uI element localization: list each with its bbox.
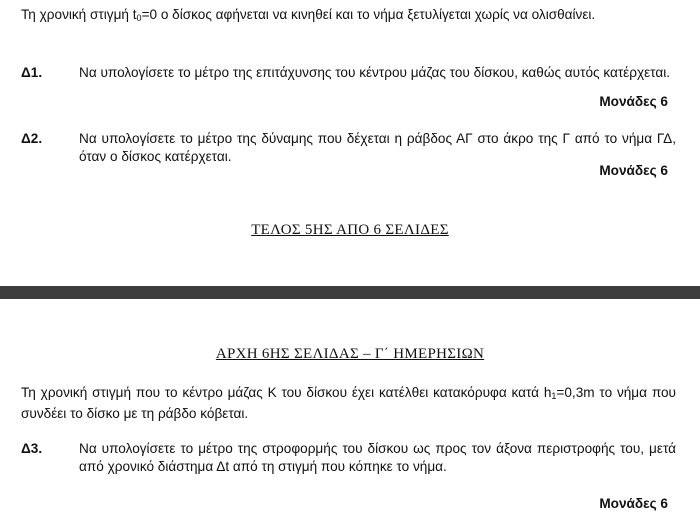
question-text: Να υπολογίσετε το μέτρο της δύναμης που δέχεται η ράβδος ΑΓ στο άκρο της Γ από το νήμα ΓΔ, όταν ο δίσκος κατέρχεται. xyxy=(79,131,676,164)
marks-label: Μονάδες 6 xyxy=(599,163,668,178)
intro-text-end: =0,3m το νήμα που συνδέει το δίσκο με τη ράβδο κόβεται. xyxy=(21,385,676,421)
intro-text-start: Τη χρονική στιγμή που το κέντρο μάζας Κ του δίσκου έχει κατέλθει κατακόρυφα κατά h xyxy=(21,385,552,400)
question-number: Δ1. xyxy=(21,65,43,80)
page-separator xyxy=(0,286,700,299)
intro-paragraph xyxy=(21,384,676,423)
marks-label: Μονάδες 6 xyxy=(599,496,668,511)
intro-subscript: 0 xyxy=(136,13,142,23)
intro-paragraph xyxy=(21,6,676,27)
page-header: ΑΡΧΗ 6ΗΣ ΣΕΛΙΔΑΣ – Γ΄ ΗΜΕΡΗΣΙΩΝ xyxy=(215,346,485,362)
question-number: Δ2. xyxy=(21,131,43,146)
marks-label: Μονάδες 6 xyxy=(599,94,668,109)
page-6-top xyxy=(0,299,700,531)
intro-text-end: =0 ο δίσκος αφήνεται να κινηθεί και το νήμα ξετυλίγεται χωρίς να ολισθαίνει. xyxy=(141,7,596,22)
intro-subscript: 1 xyxy=(551,391,557,401)
question-number: Δ3. xyxy=(21,441,43,456)
question-text: Να υπολογίσετε το μέτρο της στροφορμής του δίσκου ως προς τον άξονα περιστροφής του, μετά από χρονικό διάστημα Δt από τη στιγμή που κόπηκε το νήμα. xyxy=(79,441,676,474)
intro-text-start: Τη χρονική στιγμή t xyxy=(21,7,137,22)
question-text: Να υπολογίσετε το μέτρο της επιτάχυνσης του κέντρου μάζας του δίσκου, καθώς αυτός κατέρχεται. xyxy=(79,65,671,80)
page-footer: ΤΕΛΟΣ 5ΗΣ ΑΠΟ 6 ΣΕΛΙΔΕΣ xyxy=(251,222,449,238)
